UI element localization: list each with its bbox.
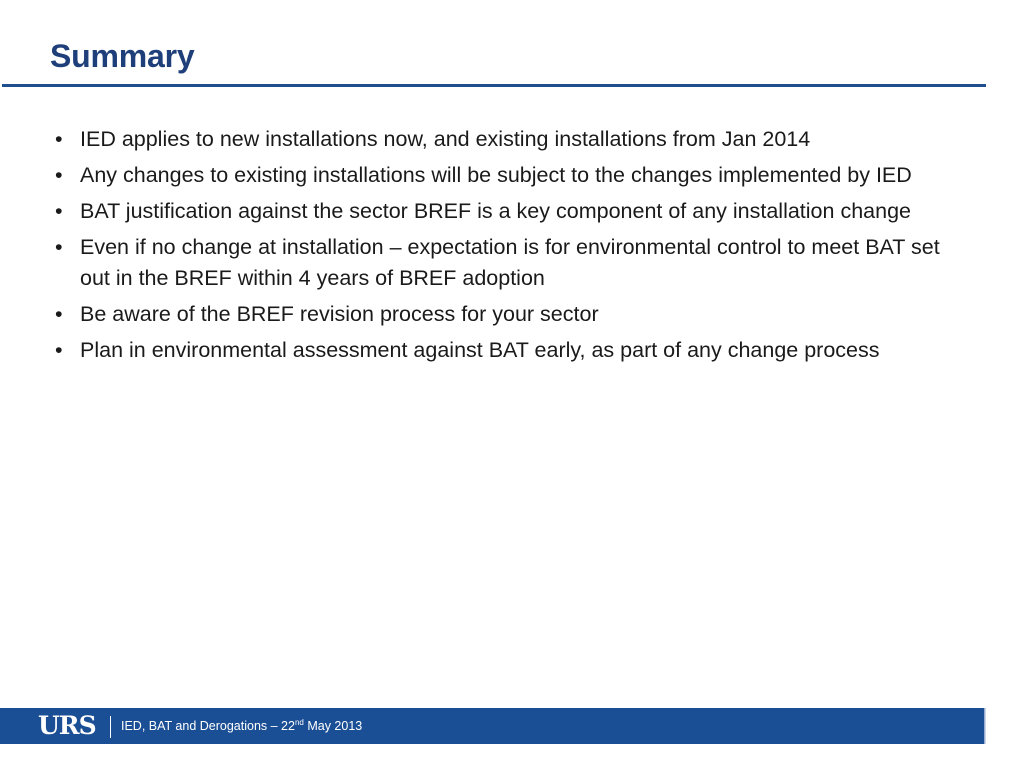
- footer-bar-edge: [984, 708, 986, 744]
- bullet-dot-icon: •: [55, 199, 63, 223]
- slide-title: Summary: [50, 38, 195, 74]
- bullet-item: [52, 124, 957, 155]
- bullet-text: Plan in environmental assessment against BAT early, as part of any change process: [80, 338, 880, 362]
- bullet-text: Be aware of the BREF revision process for your sector: [80, 302, 599, 326]
- bullet-dot-icon: •: [55, 163, 63, 187]
- bullet-dot-icon: •: [55, 127, 63, 151]
- footer-divider: [110, 716, 111, 738]
- bullet-item: [52, 335, 957, 366]
- urs-logo: URS: [38, 711, 96, 740]
- bullet-text: BAT justification against the sector BREF is a key component of any installation change: [80, 199, 911, 223]
- bullet-dot-icon: •: [55, 235, 63, 259]
- bullet-item: [52, 299, 957, 330]
- bullet-text: Any changes to existing installations will be subject to the changes implemented by IED: [80, 163, 912, 187]
- title-underline: [2, 84, 986, 87]
- footer-caption-date: May 2013: [303, 719, 363, 733]
- bullet-item: [52, 232, 957, 294]
- footer-caption-superscript: nd: [294, 717, 304, 727]
- bullet-item: [52, 196, 957, 227]
- footer-caption-main: IED, BAT and Derogations – 22: [121, 719, 295, 733]
- bullet-list: [52, 124, 957, 371]
- bullet-dot-icon: •: [55, 338, 63, 362]
- footer-caption: [121, 718, 362, 734]
- bullet-item: [52, 160, 957, 191]
- bullet-text: Even if no change at installation – expectation is for environmental control to meet BAT set out in the BREF within 4 years of BREF adoption: [80, 235, 940, 290]
- bullet-text: IED applies to new installations now, and existing installations from Jan 2014: [80, 127, 811, 151]
- bullet-dot-icon: •: [55, 302, 63, 326]
